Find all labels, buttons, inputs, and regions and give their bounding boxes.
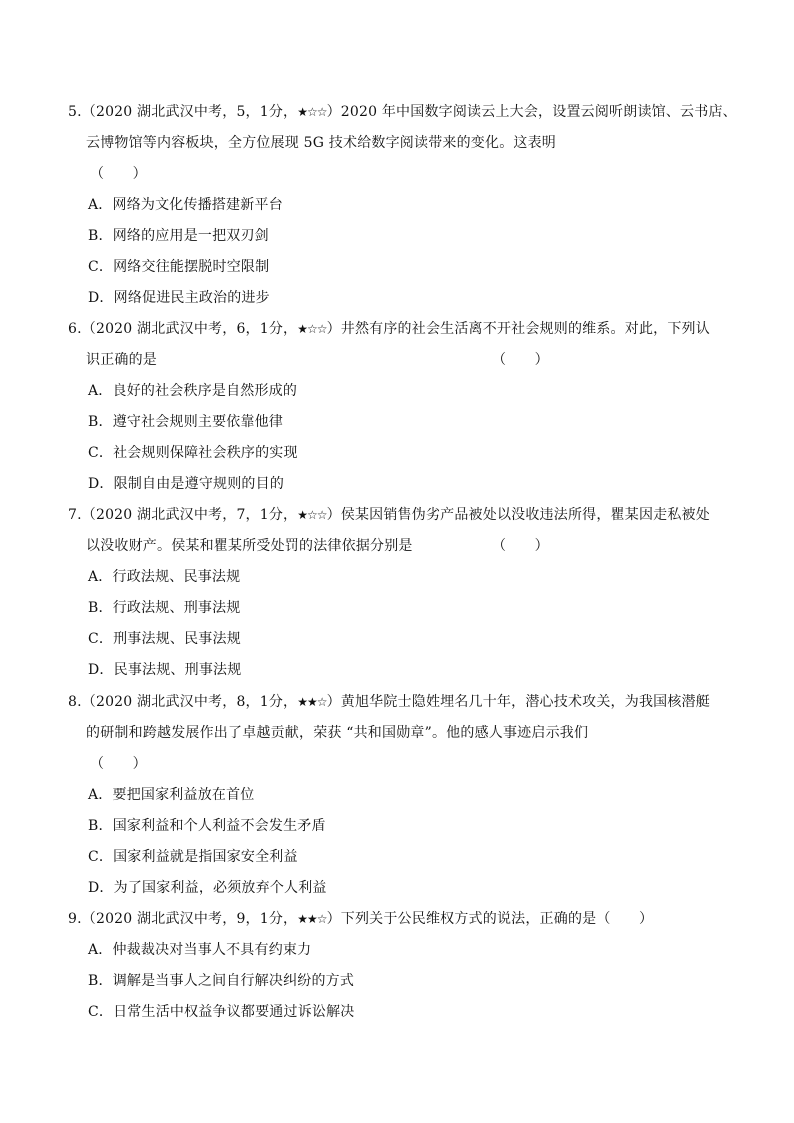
question-source: （2020 湖北武汉中考，7，1分， bbox=[81, 507, 298, 523]
question-number: 8. bbox=[68, 694, 82, 710]
question-5 bbox=[68, 97, 738, 314]
question-number: 9. bbox=[68, 911, 82, 927]
star-filled-icon: ★ bbox=[307, 912, 317, 926]
answer-blank: （ ） bbox=[492, 352, 549, 368]
question-stem-text: 以没收财产。侯某和瞿某所受处罚的法律依据分别是 bbox=[86, 538, 413, 554]
question-number: 5. bbox=[68, 104, 82, 120]
star-filled-icon: ★ bbox=[307, 695, 317, 709]
option-b: B．行政法规、刑事法规 bbox=[88, 600, 241, 616]
option-b: B．调解是当事人之间自行解决纠纷的方式 bbox=[88, 973, 355, 989]
question-stem-continued: 云博物馆等内容板块，全方位展现 5G 技术给数字阅读带来的变化。这表明 bbox=[86, 135, 556, 151]
question-stem: ）侯某因销售伪劣产品被处以没收违法所得，瞿某因走私被处 bbox=[326, 507, 710, 523]
answer-blank: （ ） bbox=[90, 756, 147, 772]
option-c: C．网络交往能摆脱时空限制 bbox=[88, 259, 270, 275]
question-source: （2020 湖北武汉中考，5，1分， bbox=[81, 104, 298, 120]
question-8 bbox=[68, 687, 738, 904]
star-empty-icon: ☆ bbox=[316, 695, 327, 709]
option-a: A．行政法规、民事法规 bbox=[88, 569, 241, 585]
question-stem-line bbox=[68, 97, 738, 128]
difficulty-stars bbox=[297, 322, 326, 336]
star-filled-icon: ★ bbox=[297, 695, 308, 709]
star-empty-icon: ☆ bbox=[307, 322, 317, 336]
difficulty-stars bbox=[297, 695, 326, 709]
option-d: D．为了国家利益，必须放弃个人利益 bbox=[88, 880, 327, 896]
star-empty-icon: ☆ bbox=[307, 508, 317, 522]
question-stem-text: 识正确的是 bbox=[86, 352, 157, 368]
difficulty-stars bbox=[297, 912, 326, 926]
question-stem-continued bbox=[68, 345, 738, 376]
question-source: （2020 湖北武汉中考，6，1分， bbox=[81, 321, 298, 337]
answer-blank: （ ） bbox=[90, 166, 147, 182]
question-stem: ）井然有序的社会生活离不开社会规则的维系。对此，下列认 bbox=[326, 321, 710, 337]
question-6 bbox=[68, 314, 738, 500]
option-d: D．限制自由是遵守规则的目的 bbox=[88, 476, 285, 492]
star-empty-icon: ☆ bbox=[316, 912, 327, 926]
star-empty-icon: ☆ bbox=[307, 105, 317, 119]
question-stem: ）黄旭华院士隐姓埋名几十年，潜心技术攻关，为我国核潜艇 bbox=[326, 694, 710, 710]
difficulty-stars bbox=[297, 508, 326, 522]
question-stem-line bbox=[68, 314, 738, 345]
question-7 bbox=[68, 500, 738, 686]
option-c: C．刑事法规、民事法规 bbox=[88, 631, 241, 647]
question-number: 7. bbox=[68, 507, 82, 523]
star-filled-icon: ★ bbox=[297, 508, 308, 522]
question-source: （2020 湖北武汉中考，8，1分， bbox=[81, 694, 298, 710]
question-stem-continued: 的研制和跨越发展作出了卓越贡献，荣获 “共和国勋章”。他的感人事迹启示我们 bbox=[86, 725, 589, 741]
option-a: A．仲裁裁决对当事人不具有约束力 bbox=[88, 942, 312, 958]
question-stem: ）下列关于公民维权方式的说法，正确的是（ ） bbox=[326, 911, 654, 927]
option-b: B．网络的应用是一把双刃剑 bbox=[88, 228, 269, 244]
star-empty-icon: ☆ bbox=[316, 105, 327, 119]
option-b: B．遵守社会规则主要依靠他律 bbox=[88, 414, 284, 430]
star-filled-icon: ★ bbox=[297, 322, 308, 336]
option-c: C．国家利益就是指国家安全利益 bbox=[88, 849, 298, 865]
question-stem-line bbox=[68, 500, 738, 531]
star-empty-icon: ☆ bbox=[316, 322, 327, 336]
question-stem: ）2020 年中国数字阅读云上大会，设置云阅听朗读馆、云书店、 bbox=[326, 104, 737, 120]
option-a: A．良好的社会秩序是自然形成的 bbox=[88, 383, 298, 399]
question-stem-continued bbox=[68, 531, 738, 562]
star-empty-icon: ☆ bbox=[316, 508, 327, 522]
answer-blank: （ ） bbox=[492, 538, 549, 554]
question-stem-line bbox=[68, 904, 738, 935]
option-d: D．民事法规、刑事法规 bbox=[88, 662, 242, 678]
question-source: （2020 湖北武汉中考，9，1分， bbox=[81, 911, 298, 927]
option-a: A．网络为文化传播搭建新平台 bbox=[88, 197, 283, 213]
option-c: C．日常生活中权益争议都要通过诉讼解决 bbox=[88, 1004, 355, 1020]
question-stem-line bbox=[68, 687, 738, 718]
option-c: C．社会规则保障社会秩序的实现 bbox=[88, 445, 298, 461]
question-number: 6. bbox=[68, 321, 82, 337]
option-d: D．网络促进民主政治的进步 bbox=[88, 290, 270, 306]
option-b: B．国家利益和个人利益不会发生矛盾 bbox=[88, 818, 326, 834]
star-filled-icon: ★ bbox=[297, 105, 308, 119]
option-a: A．要把国家利益放在首位 bbox=[88, 787, 255, 803]
star-filled-icon: ★ bbox=[297, 912, 308, 926]
question-9 bbox=[68, 904, 738, 1028]
difficulty-stars bbox=[297, 105, 326, 119]
